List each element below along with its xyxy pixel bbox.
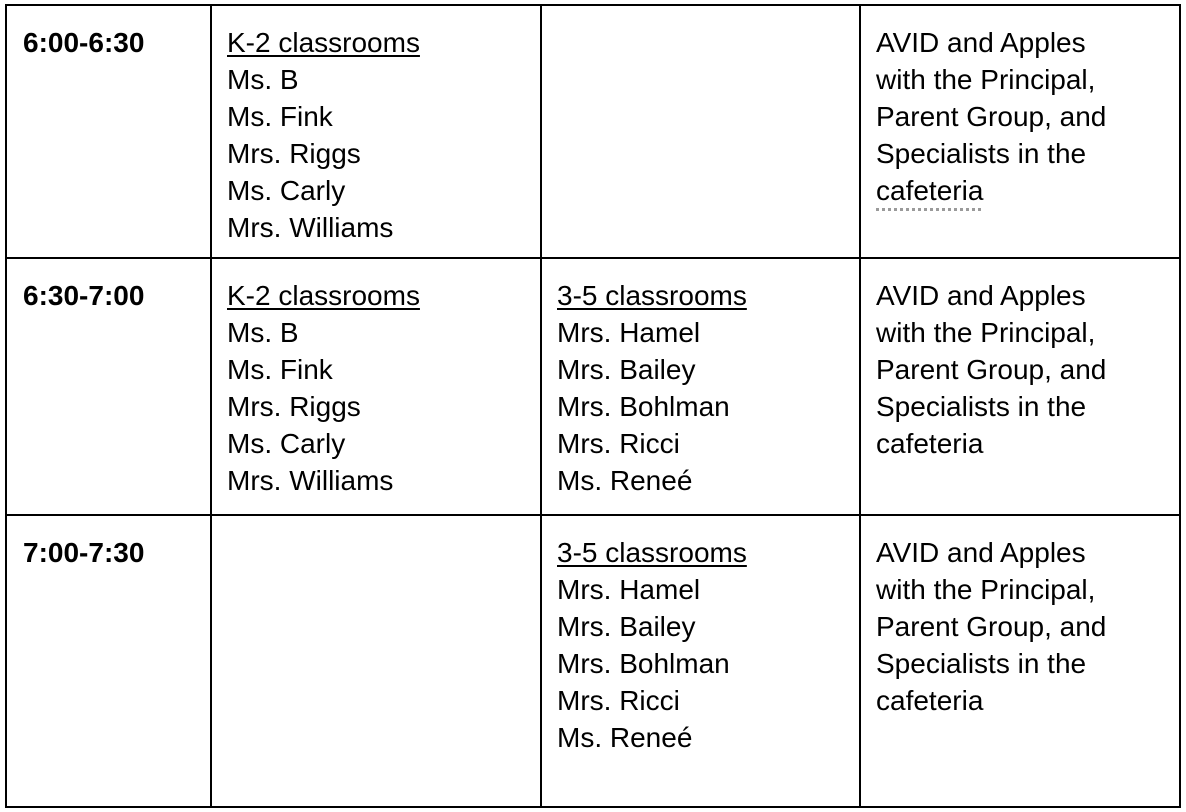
teacher-name: Mrs. Hamel [557, 317, 701, 348]
teacher-name: Ms. Fink [227, 354, 333, 385]
avid-line: cafeteria [876, 428, 984, 459]
teacher-name: Mrs. Hamel [557, 574, 701, 605]
teacher-name: Mrs. Williams [227, 212, 394, 243]
teacher-name: Mrs. Bailey [557, 354, 696, 385]
avid-line: with the Principal, [876, 64, 1096, 95]
grades-3-5-cell-empty[interactable] [541, 5, 860, 258]
grades-3-5-cell[interactable] [541, 258, 860, 515]
teacher-name: Ms. Reneé [557, 465, 693, 496]
avid-line: Parent Group, and [876, 354, 1107, 385]
table-row [6, 515, 1180, 807]
time-label: 7:00-7:30 [23, 537, 145, 568]
avid-cell[interactable] [860, 5, 1180, 258]
avid-line: AVID and Apples [876, 537, 1086, 568]
teacher-name: Ms. B [227, 317, 299, 348]
avid-line: Specialists in the [876, 391, 1087, 422]
avid-line: with the Principal, [876, 574, 1096, 605]
avid-line: AVID and Apples [876, 27, 1086, 58]
avid-line: Specialists in the [876, 648, 1087, 679]
k2-cell-empty[interactable] [211, 515, 541, 807]
avid-line: with the Principal, [876, 317, 1096, 348]
grades-3-5-heading: 3-5 classrooms [557, 537, 747, 568]
table-row [6, 258, 1180, 515]
time-cell[interactable] [6, 515, 211, 807]
teacher-name: Ms. Carly [227, 175, 346, 206]
teacher-name: Mrs. Riggs [227, 138, 361, 169]
avid-cell[interactable] [860, 258, 1180, 515]
teacher-name: Mrs. Williams [227, 465, 394, 496]
teacher-name: Ms. Reneé [557, 722, 693, 753]
avid-line: Parent Group, and [876, 611, 1107, 642]
k2-heading: K-2 classrooms [227, 280, 420, 311]
teacher-name: Mrs. Bohlman [557, 648, 730, 679]
teacher-name: Ms. Fink [227, 101, 333, 132]
time-label: 6:30-7:00 [23, 280, 145, 311]
avid-cell[interactable] [860, 515, 1180, 807]
teacher-name: Ms. B [227, 64, 299, 95]
k2-cell[interactable] [211, 258, 541, 515]
time-label: 6:00-6:30 [23, 27, 145, 58]
teacher-name: Mrs. Bohlman [557, 391, 730, 422]
teacher-name: Mrs. Bailey [557, 611, 696, 642]
teacher-name: Mrs. Ricci [557, 428, 680, 459]
schedule-table [5, 4, 1181, 808]
k2-heading: K-2 classrooms [227, 27, 420, 58]
avid-line: Specialists in the [876, 138, 1087, 169]
k2-cell[interactable] [211, 5, 541, 258]
table-row [6, 5, 1180, 258]
avid-line: AVID and Apples [876, 280, 1086, 311]
avid-line: Parent Group, and [876, 101, 1107, 132]
time-cell[interactable] [6, 5, 211, 258]
teacher-name: Mrs. Ricci [557, 685, 680, 716]
avid-line: cafeteria [876, 685, 984, 716]
grades-3-5-heading: 3-5 classrooms [557, 280, 747, 311]
time-cell[interactable] [6, 258, 211, 515]
grades-3-5-cell[interactable] [541, 515, 860, 807]
spellcheck-word[interactable]: cafeteria [876, 175, 984, 206]
teacher-name: Ms. Carly [227, 428, 346, 459]
teacher-name: Mrs. Riggs [227, 391, 361, 422]
